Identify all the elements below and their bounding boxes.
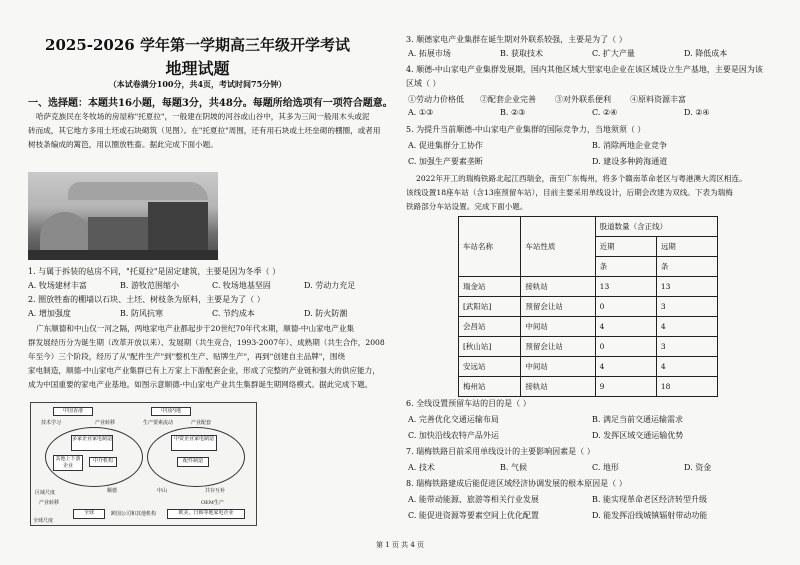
th-unit-far: 条: [656, 257, 717, 277]
question-7: 7. 瑞梅铁路目前采用单线设计的主要影响因素是（ ）: [406, 447, 595, 456]
industry-network-diagram: [30, 402, 257, 526]
q3-option-b[interactable]: B. 获取技术: [500, 49, 543, 58]
q6-option-c[interactable]: C. 加快沿线农特产品外运: [408, 431, 499, 440]
section-heading: 一、选择题：本题共16小题，每题3分，共48分。每题所给选项有一项符合题意。: [28, 98, 393, 109]
exam-title: 2025-2026 学年第一学期高三年级开学考试: [45, 36, 350, 54]
q8-option-d[interactable]: D. 能发挥沿线城镇辐射带动功能: [592, 511, 708, 520]
q4-option-a[interactable]: A. ①③: [408, 108, 434, 117]
shunde-other-box: 其他上下游企业: [53, 455, 83, 471]
q6-option-d[interactable]: D. 发挥区域交通运输优势: [592, 431, 684, 440]
cell-far: 4: [656, 317, 717, 337]
q4-item-4: ④原料资源丰富: [630, 95, 686, 104]
th-type: 车站性质: [521, 217, 595, 277]
question-8: 8. 瑞梅铁路建成后能促进区域经济协调发展的根本原因是（ ）: [406, 479, 627, 488]
q3-option-d[interactable]: D. 降低成本: [684, 49, 728, 58]
label-industry-shift: 产业转移: [39, 500, 60, 506]
cell-name: 瑞金站: [459, 277, 521, 297]
passage-3-line-3: 铁路部分车站设置。完成下面小题。: [406, 202, 528, 211]
cell-name: 会昌站: [459, 317, 521, 337]
q3-option-c[interactable]: C. 扩大产量: [592, 49, 635, 58]
q5-option-b[interactable]: B. 消除两地企业竞争: [592, 141, 667, 150]
cell-far: 3: [656, 297, 717, 317]
passage-1-line-2: 砖而成，其它地方多用土坯或石块砌筑（见图）。在"托夏拉"周围，还有用石块或土坯垒砌的棚圈，或者用: [28, 126, 381, 135]
cell-far: 13: [656, 277, 717, 297]
q2-option-d[interactable]: D. 防火防潮: [304, 309, 348, 318]
passage-2-line-3: 年至今）三个阶段，经历了从"配件生产"到"整机生产、贴牌生产"，再到"创建自主品牌"，围绕: [28, 352, 346, 361]
q7-option-b[interactable]: B. 气候: [500, 463, 527, 472]
q7-option-a[interactable]: A. 技术: [408, 463, 435, 472]
cell-far: 4: [656, 357, 717, 377]
q8-option-b[interactable]: B. 能实现革命老区经济转型升级: [592, 495, 707, 504]
passage-2-line-5: 成为中国重要的家电产业基地。如图示意顺德-中山家电产业共生集群诞生期网络模式。据此完成下题。: [28, 380, 373, 389]
q2-option-b[interactable]: B. 防风抗寒: [120, 309, 163, 318]
shunde-core-box: 多家企业家电制造: [71, 435, 113, 451]
label-multinationals: 跨国公司和其他机构: [111, 511, 157, 517]
table-row: [459, 317, 718, 337]
table-row: [459, 297, 718, 317]
cell-type: 接轨站: [521, 377, 595, 397]
cell-near: 13: [595, 277, 656, 297]
q4-item-3: ③对外联系便利: [555, 95, 611, 104]
q7-option-c[interactable]: C. 地形: [592, 463, 619, 472]
th-near: 近期: [595, 237, 656, 257]
cell-type: 预留会让站: [521, 297, 595, 317]
cell-far: 18: [656, 377, 717, 397]
passage-1-line-1: 哈萨克族民在冬牧场的房屋称"托夏拉"，一般建在阴坡的河谷或山谷中，其多为三间一般用木头或泥: [36, 112, 370, 121]
cell-near: 0: [595, 337, 656, 357]
table-row: [459, 337, 718, 357]
q7-option-d[interactable]: D. 资金: [684, 463, 712, 472]
label-region-scale: 区域尺度: [35, 490, 56, 496]
th-station: 车站名称: [459, 217, 521, 277]
q1-option-c[interactable]: C. 牧场地基坚固: [212, 281, 271, 290]
mainland-box: 中国内地: [151, 407, 191, 416]
q4-option-d[interactable]: D. ②④: [684, 108, 710, 117]
q8-option-a[interactable]: A. 能带动能源、旅游等相关行业发展: [408, 495, 539, 504]
cell-near: 9: [595, 377, 656, 397]
q2-option-a[interactable]: A. 增加强度: [28, 309, 71, 318]
table-row: [459, 377, 718, 397]
question-4-line-2: 区域（ ）: [406, 79, 441, 88]
question-2: 2. 圈放牲畜的棚墙以石块、土坯、树枝条为原料，主要是为了（ ）: [28, 295, 265, 304]
hongkong-box: 中国香港: [53, 407, 93, 416]
q4-option-c[interactable]: C. ②④: [592, 108, 618, 117]
label-shunde: 顺德: [107, 488, 118, 494]
question-5: 5. 为提升当前顺德-中山家电产业集群的国际竞争力，当地须须（ ）: [406, 125, 646, 134]
global-box: 全球: [73, 509, 105, 519]
q5-option-d[interactable]: D. 建设多种跨海通道: [592, 157, 668, 166]
label-supporting: 产业配套: [191, 420, 212, 426]
passage-2-line-1: 广东顺德和中山仅一河之隔，两地家电产业都起步于20世纪70年代末期，顺德-中山家电产业集: [36, 324, 355, 333]
q4-item-2: ②配套企业完善: [480, 95, 536, 104]
label-coexist: 共存互补: [205, 488, 226, 494]
cell-near: 4: [595, 357, 656, 377]
cell-type: 接轨站: [521, 277, 595, 297]
cell-name: 安远站: [459, 357, 521, 377]
cell-name: [武阳站]: [459, 297, 521, 317]
passage-3-line-2: 该线设置18座车站（含13座预留车站），目前主要采用单线设计，后期会改建为双线。下表为瑞梅: [406, 188, 733, 197]
cell-type: 中间站: [521, 357, 595, 377]
left-column: [0, 0, 395, 565]
cell-near: 0: [595, 297, 656, 317]
exam-note: （本试卷满分100分，共4页，考试时间75分钟）: [108, 79, 287, 89]
subject-title: 地理试题: [165, 59, 230, 78]
q1-option-a[interactable]: A. 牧场建材丰富: [28, 281, 87, 290]
toxiala-photo: [28, 172, 218, 260]
foreign-enterprise-box: 欧美、日韩等地家电企业: [167, 509, 245, 519]
agency-box: 中介机构: [89, 457, 117, 467]
label-oem: OEM生产: [201, 500, 224, 506]
q8-option-c[interactable]: C. 能促进资源等要素空间上优化配置: [408, 511, 539, 520]
label-global-scale: 全球尺度: [33, 518, 54, 524]
label-tech-learning: 技术学习: [41, 420, 62, 426]
question-6: 6. 全线设置预留车站的目的是（ ）: [406, 399, 531, 408]
th-unit-near: 条: [595, 257, 656, 277]
q4-option-b[interactable]: B. ②③: [500, 108, 526, 117]
cell-name: [秋山站]: [459, 337, 521, 357]
q4-item-1: ①劳动力价格低: [408, 95, 464, 104]
cell-type: 中间站: [521, 317, 595, 337]
label-factor-flow: 生产要素流动: [143, 420, 174, 426]
q5-option-c[interactable]: C. 加强生产要素垄断: [408, 157, 483, 166]
q1-option-b[interactable]: B. 游牧范围缩小: [120, 281, 179, 290]
passage-3-line-1: 2022年开工的瑞梅铁路北起江西瑞金，南至广东梅州，将多个赣南革命老区与粤港澳大湾区相连。: [416, 174, 747, 183]
q5-option-a[interactable]: A. 促进集群分工协作: [408, 141, 483, 150]
cell-near: 4: [595, 317, 656, 337]
cell-name: 梅州站: [459, 377, 521, 397]
question-1: 1. 与属于拆装的毡房不同，"托夏拉"是固定建筑，主要是因为冬季（ ）: [28, 267, 281, 276]
q6-option-b[interactable]: B. 满足当前交通运输需求: [592, 415, 683, 424]
question-3: 3. 顺德家电产业集群在诞生期对外联系较强，主要是为了（ ）: [406, 35, 627, 44]
th-tracks: 股道数量（含正线）: [595, 217, 717, 237]
label-industry-transfer: 产业转移: [95, 420, 116, 426]
th-far: 远期: [656, 237, 717, 257]
passage-2-line-4: 家电制造，顺德-中山家电产业集群已有上万家上下游配套企业，形成了完整的产业链和强大的供应能力，: [28, 366, 380, 375]
question-4-line-1: 4. 顺德-中山家电产业集群发展期，国内其他区域大型家电企业在该区域设立生产基地，主要是因为该: [406, 65, 763, 74]
passage-2-line-2: 群发展经历分为诞生期（改革开放以来）、发展期（共生竞合，1993-2007年）、成熟期（共生合作，2008: [28, 338, 385, 347]
q2-option-c[interactable]: C. 节约成本: [212, 309, 255, 318]
q3-option-a[interactable]: A. 拓展市场: [408, 49, 451, 58]
cell-type: 预留会让站: [521, 337, 595, 357]
station-table: [458, 216, 718, 397]
table-row: [459, 277, 718, 297]
cell-far: 3: [656, 337, 717, 357]
passage-1-line-3: 树枝条编成的篱笆，用以圈放牲畜。据此完成下面小题。: [28, 140, 218, 149]
q6-option-a[interactable]: A. 完善优化交通运输布局: [408, 415, 499, 424]
q1-option-d[interactable]: D. 劳动力充足: [304, 281, 356, 290]
page-footer: 第 1 页 共 4 页: [375, 541, 425, 549]
label-zhongshan: 中山: [157, 488, 168, 494]
zhongshan-core-box: 中资企业家电制造: [171, 435, 217, 451]
parts-box: 配件制造: [177, 457, 209, 467]
table-row: [459, 357, 718, 377]
